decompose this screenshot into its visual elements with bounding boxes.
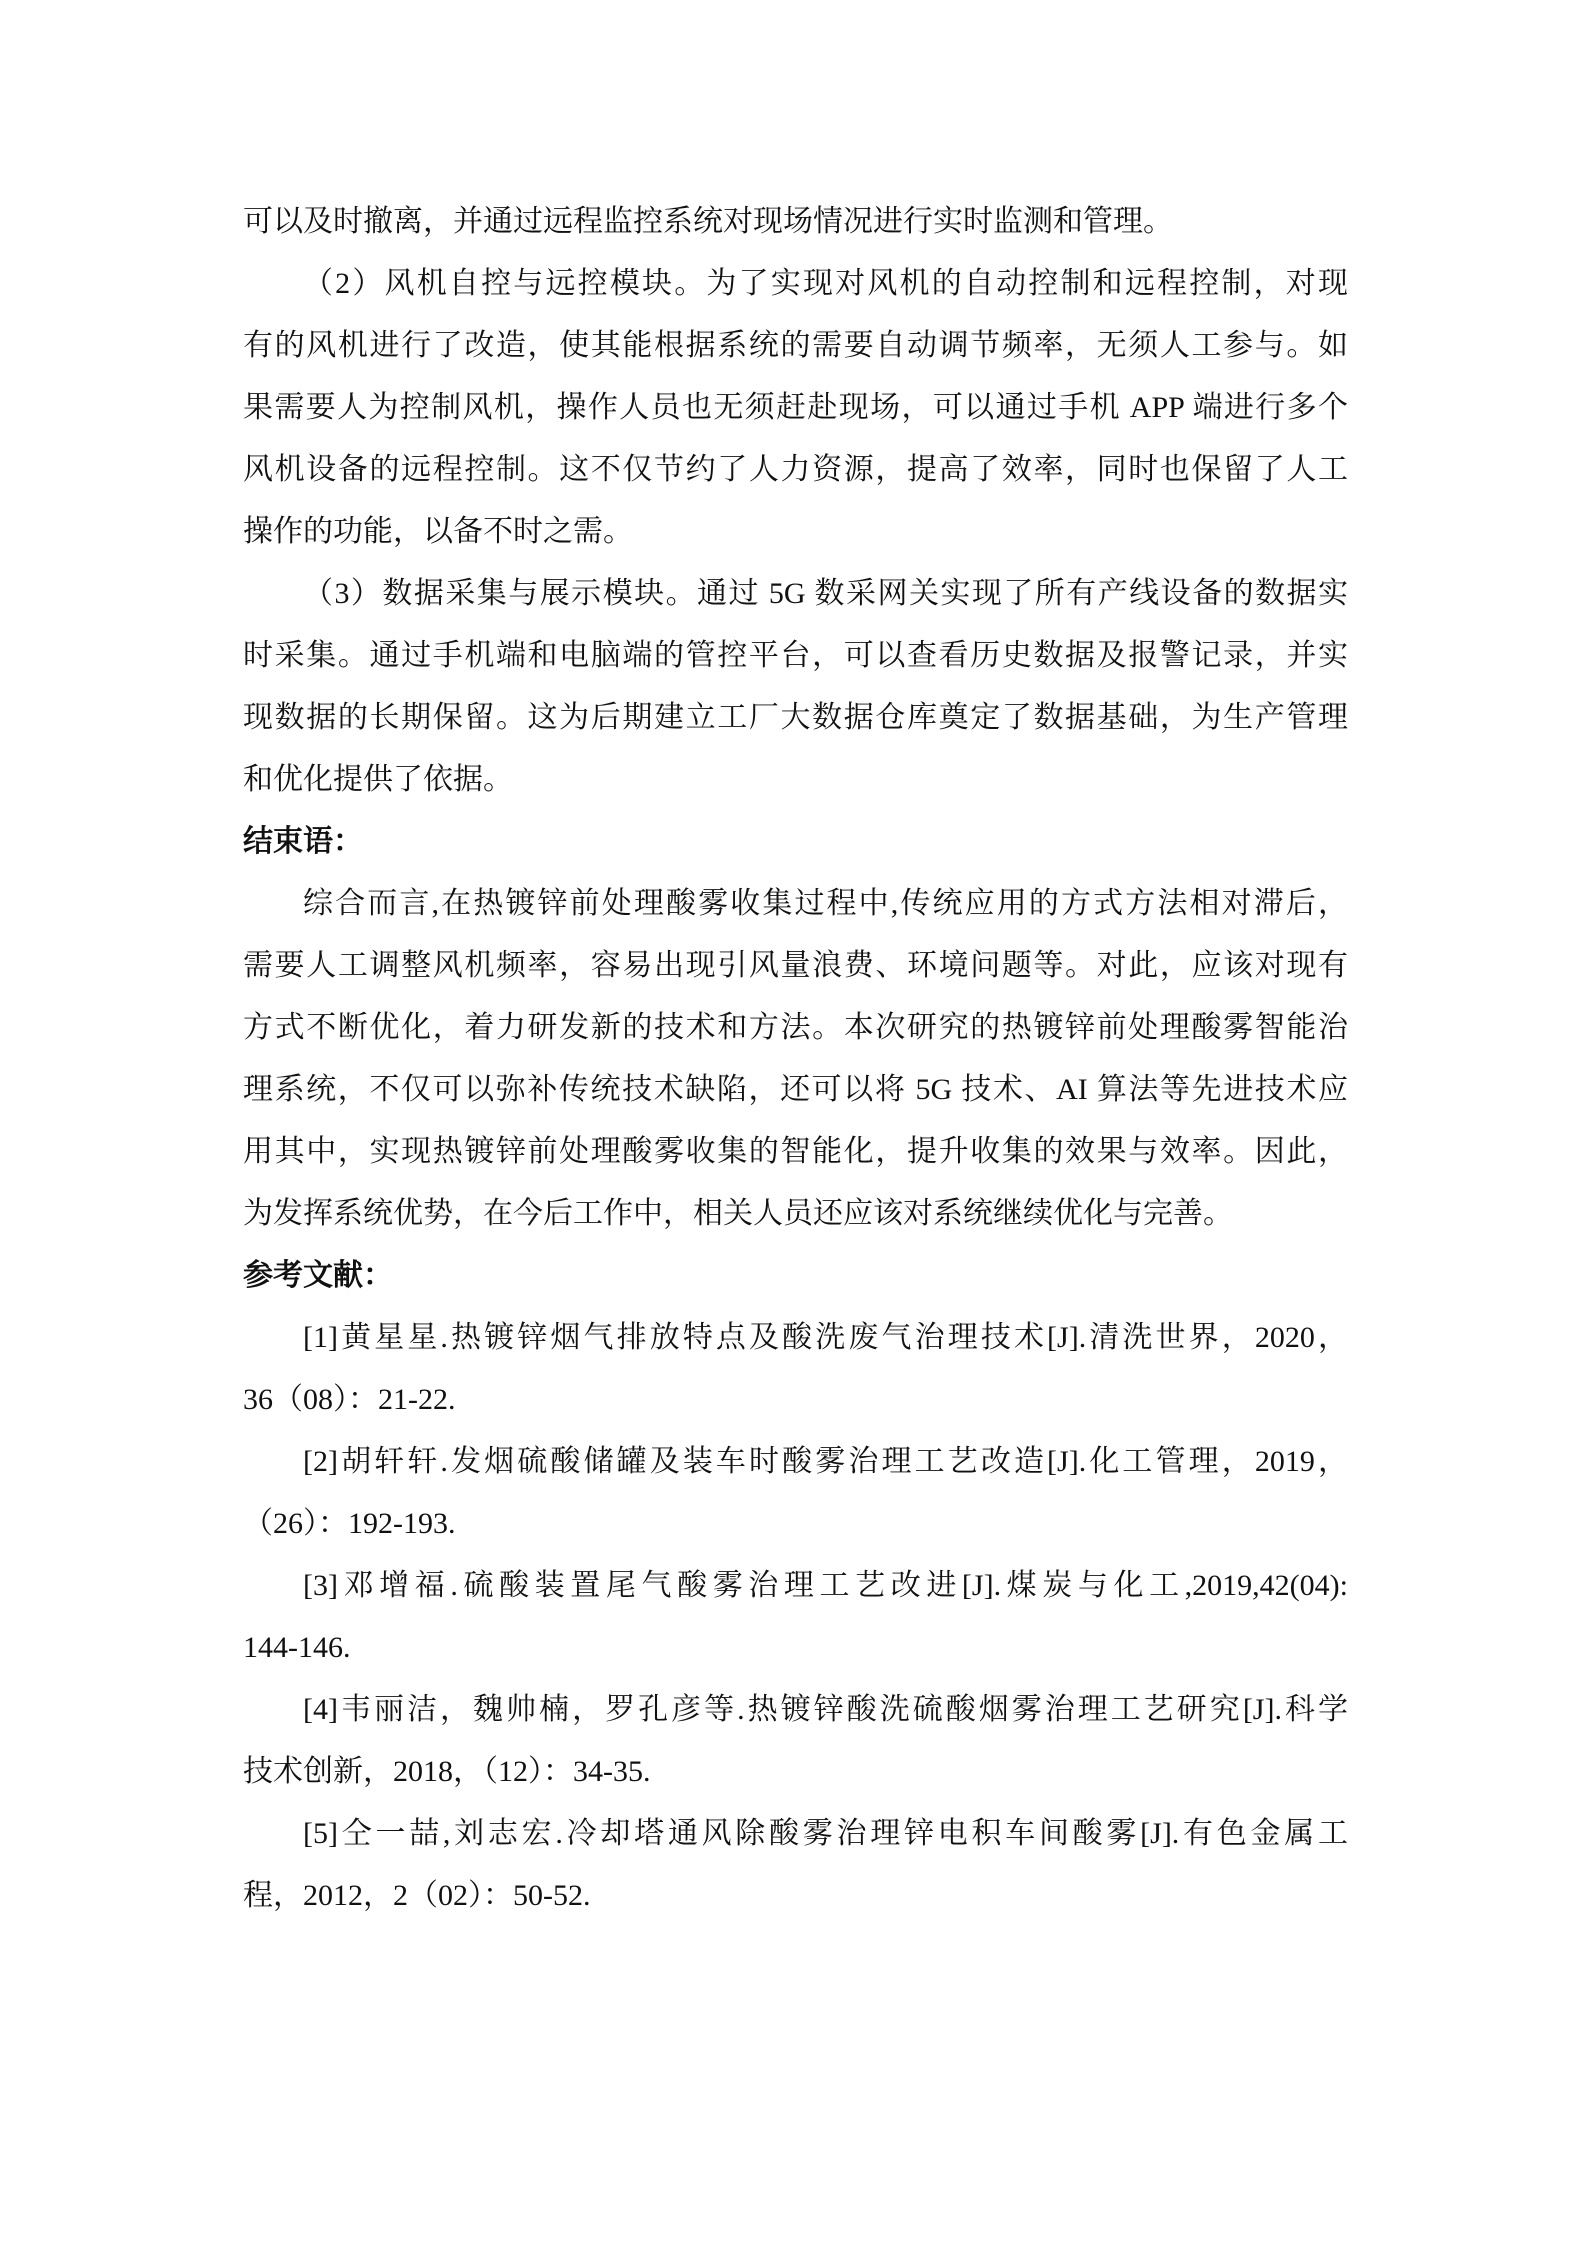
reference-item: 程，2012，2（02）：50-52. — [243, 1879, 591, 1912]
section-heading-conclusion: 结束语： — [243, 825, 363, 858]
paragraph-line: （3）数据采集与展示模块。通过 5G 数采网关实现了所有产线设备的数据实 — [303, 577, 1348, 610]
paragraph-line: 用其中，实现热镀锌前处理酸雾收集的智能化，提升收集的效果与效率。因此， — [243, 1135, 1348, 1168]
reference-item: 技术创新，2018，（12）：34-35. — [243, 1755, 651, 1788]
reference-item: 36（08）：21-22. — [243, 1383, 456, 1416]
paragraph-line: 风机设备的远程控制。这不仅节约了人力资源，提高了效率，同时也保留了人工 — [243, 453, 1348, 486]
section-heading-references: 参考文献： — [243, 1259, 393, 1292]
reference-item: （26）：192-193. — [243, 1507, 456, 1540]
reference-item: 144-146. — [243, 1631, 351, 1664]
reference-item: [4]韦丽洁，魏帅楠，罗孔彦等.热镀锌酸洗硫酸烟雾治理工艺研究[J].科学 — [303, 1693, 1348, 1726]
paragraph-line: 操作的功能，以备不时之需。 — [243, 515, 633, 548]
reference-item: [5]仝一喆,刘志宏.冷却塔通风除酸雾治理锌电积车间酸雾[J].有色金属工 — [303, 1817, 1348, 1850]
paragraph-line: 理系统，不仅可以弥补传统技术缺陷，还可以将 5G 技术、AI 算法等先进技术应 — [243, 1073, 1348, 1106]
document-text-block — [243, 191, 1348, 1927]
paragraph-line: 和优化提供了依据。 — [243, 763, 513, 796]
paragraph-line: 为发挥系统优势，在今后工作中，相关人员还应该对系统继续优化与完善。 — [243, 1197, 1233, 1230]
paragraph-line: 需要人工调整风机频率，容易出现引风量浪费、环境问题等。对此，应该对现有 — [243, 949, 1348, 982]
paragraph-line: 综合而言,在热镀锌前处理酸雾收集过程中,传统应用的方式方法相对滞后， — [303, 887, 1348, 920]
reference-item: [1]黄星星.热镀锌烟气排放特点及酸洗废气治理技术[J].清洗世界，2020， — [303, 1321, 1348, 1354]
paragraph-line: 有的风机进行了改造，使其能根据系统的需要自动调节频率，无须人工参与。如 — [243, 329, 1348, 362]
paragraph-line: 可以及时撤离，并通过远程监控系统对现场情况进行实时监测和管理。 — [243, 205, 1173, 238]
paragraph-line: 方式不断优化，着力研发新的技术和方法。本次研究的热镀锌前处理酸雾智能治 — [243, 1011, 1348, 1044]
paragraph-line: 果需要人为控制风机，操作人员也无须赶赴现场，可以通过手机 APP 端进行多个 — [243, 391, 1348, 424]
reference-item: [2]胡轩轩.发烟硫酸储罐及装车时酸雾治理工艺改造[J].化工管理，2019， — [303, 1445, 1348, 1478]
paragraph-line: （2）风机自控与远控模块。为了实现对风机的自动控制和远程控制，对现 — [303, 267, 1348, 300]
reference-item: [3]邓增福.硫酸装置尾气酸雾治理工艺改进[J].煤炭与化工,2019,42(04): — [303, 1569, 1348, 1602]
paragraph-line: 现数据的长期保留。这为后期建立工厂大数据仓库奠定了数据基础，为生产管理 — [243, 701, 1348, 734]
paragraph-line: 时采集。通过手机端和电脑端的管控平台，可以查看历史数据及报警记录，并实 — [243, 639, 1348, 672]
